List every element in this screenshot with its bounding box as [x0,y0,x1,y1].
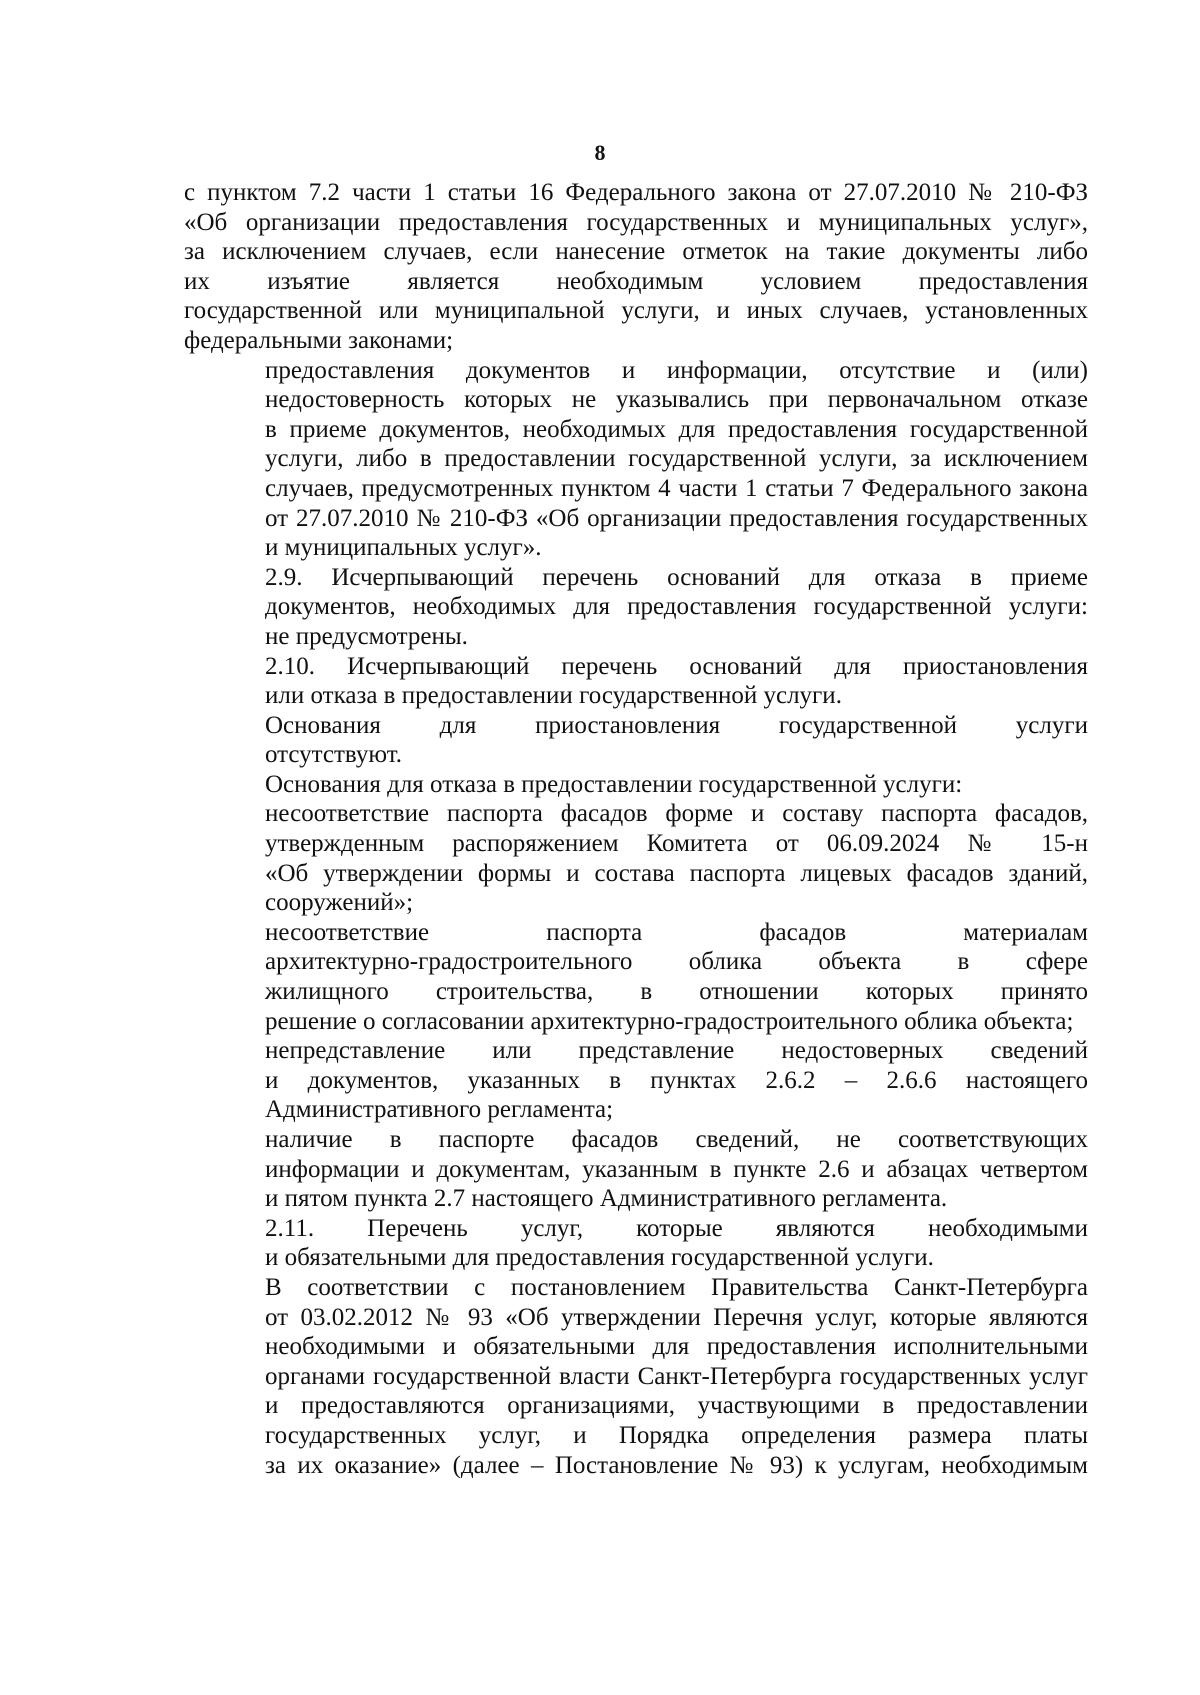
text-line: или отказа в предоставлении государственной услуги. [265,682,842,710]
paragraph [184,799,1088,917]
text-line: с пунктом 7.2 части 1 статьи 16 Федерального закона от 27.07.2010 № 210-ФЗ [184,179,1088,206]
text-line: утвержденным распоряжением Комитета от 06.09.2024 № 15-н [265,830,1088,858]
paragraph [184,178,1088,356]
text-line: случаев, предусмотренных пунктом 4 части 1 статьи 7 Федерального закона [265,474,1088,502]
paragraph [184,770,1088,800]
text-line: решение о согласовании архитектурно-градостроительного облика объекта; [265,1007,1074,1035]
page-number: 8 [594,140,606,165]
text-line: государственных услуг, и Порядка определения размера платы [265,1421,1088,1449]
paragraph [184,711,1088,770]
text-line: жилищного строительства, в отношении которых принято [265,978,1088,1006]
text-line: недостоверность которых не указывались при первоначальном отказе [265,386,1088,414]
text-line: отсутствуют. [265,741,403,769]
text-line: 2.10. Исчерпывающий перечень оснований для приостановления [265,652,1088,680]
text-line: за их оказание» (далее – Постановление № 93) к услугам, необходимым [265,1451,1088,1479]
text-line: Административного регламента; [265,1096,614,1124]
text-line: «Об утверждении формы и состава паспорта лицевых фасадов зданий, [265,859,1088,887]
text-line: Основания для приостановления государственной услуги [265,711,1088,739]
paragraph [184,563,1088,652]
text-line: Основания для отказа в предоставлении государственной услуги: [265,770,963,798]
text-line: органами государственной власти Санкт-Петербурга государственных услуг [265,1362,1088,1390]
text-line: несоответствие паспорта фасадов форме и составу паспорта фасадов, [265,800,1088,828]
text-line: необходимыми и обязательными для предоставления исполнительными [265,1333,1088,1361]
text-line: В соответствии с постановлением Правительства Санкт-Петербурга [265,1273,1088,1301]
text-line: «Об организации предоставления государственных и муниципальных услуг», [184,208,1088,236]
paragraph [184,652,1088,711]
paragraph [184,356,1088,563]
text-line: государственной или муниципальной услуги, и иных случаев, установленных [184,297,1088,325]
text-line: и пятом пункта 2.7 настоящего Административного регламента. [265,1185,948,1213]
document-body [184,178,1088,1480]
text-line: от 03.02.2012 № 93 «Об утверждении Перечня услуг, которые являются [265,1303,1088,1331]
text-line: и предоставляются организациями, участвующими в предоставлении [265,1392,1088,1420]
paragraph [184,1273,1088,1480]
paragraph [184,1036,1088,1125]
text-line: и муниципальных услуг». [265,534,542,562]
text-line: 2.9. Исчерпывающий перечень оснований для отказа в приеме [265,563,1088,591]
text-line: сооружений»; [265,889,414,917]
text-line: предоставления документов и информации, отсутствие и (или) [265,356,1088,384]
text-line: за исключением случаев, если нанесение отметок на такие документы либо [184,238,1088,266]
text-line: информации и документам, указанным в пункте 2.6 и абзацах четвертом [265,1155,1088,1183]
text-line: в приеме документов, необходимых для предоставления государственной [265,415,1088,443]
text-line: документов, необходимых для предоставления государственной услуги: [265,593,1088,621]
text-line: их изъятие является необходимым условием предоставления [184,267,1088,295]
text-line: и обязательными для предоставления государственной услуги. [265,1244,934,1272]
text-line: не предусмотрены. [265,622,468,650]
text-line: архитектурно-градостроительного облика объекта в сфере [265,948,1088,976]
paragraph [184,1125,1088,1214]
text-line: несоответствие паспорта фасадов материалам [265,918,1088,946]
paragraph [184,918,1088,1036]
text-line: непредставление или представление недостоверных сведений [265,1037,1088,1065]
text-line: федеральными законами; [184,326,454,354]
text-line: от 27.07.2010 № 210-ФЗ «Об организации предоставления государственных [265,504,1088,532]
paragraph [184,1214,1088,1273]
text-line: 2.11. Перечень услуг, которые являются необходимыми [265,1214,1088,1242]
text-line: и документов, указанных в пунктах 2.6.2 – 2.6.6 настоящего [265,1066,1088,1094]
text-line: услуги, либо в предоставлении государственной услуги, за исключением [265,445,1088,473]
text-line: наличие в паспорте фасадов сведений, не соответствующих [265,1126,1088,1153]
